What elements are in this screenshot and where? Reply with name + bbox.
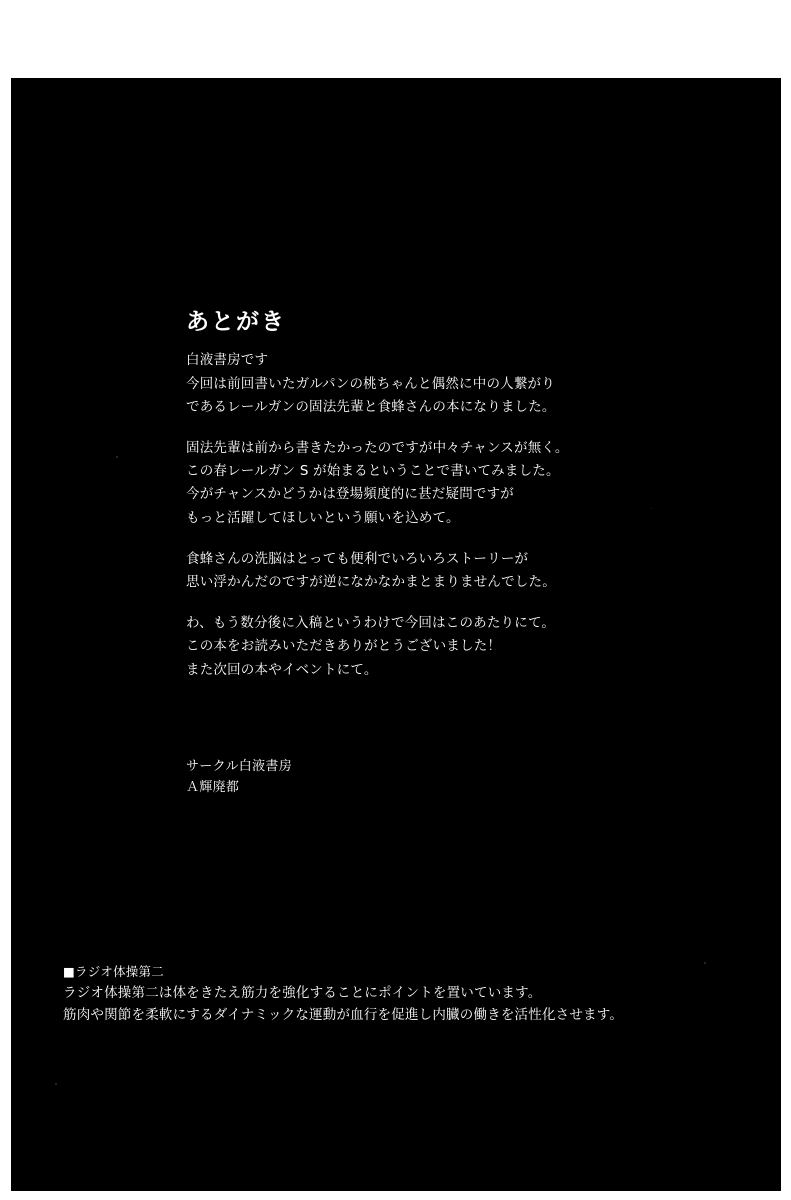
dust-speck bbox=[116, 456, 118, 458]
afterword-title: あとがき bbox=[186, 309, 286, 335]
circle-name: サークル白液書房 bbox=[186, 759, 293, 774]
footnote-block bbox=[63, 962, 763, 1027]
afterword-paragraph: 固法先輩は前から書きたかったのですが中々チャンスが無く。 この春レールガン S が始まるということで書いてみました。 今がチャンスかどうかは登場頻度的に甚だ疑問ですが もっと活躍してほしいという願いを込めて。 bbox=[186, 439, 569, 526]
author-name: Ａ輝廃都 bbox=[186, 780, 240, 796]
afterword-section bbox=[186, 310, 706, 682]
afterword-paragraph: わ、もう数分後に入稿というわけで今回はこのあたりにて。 この本をお読みいただきありがとうございました！ また次回の本やイベントにて。 bbox=[186, 615, 556, 678]
footnote-line: ラジオ体操第二は体をきたえ筋力を強化することにポイントを置いています。 bbox=[63, 985, 542, 1002]
black-content-panel bbox=[11, 78, 781, 1191]
afterword-paragraph: 白液書房です 今回は前回書いたガルパンの桃ちゃんと偶然に中の人繋がり であるレールガンの固法先輩と食蜂さんの本になりました。 bbox=[186, 352, 556, 415]
footnote-heading: ■ラジオ体操第二 bbox=[63, 964, 164, 979]
signature-block bbox=[186, 756, 292, 799]
dust-speck bbox=[55, 1083, 57, 1085]
afterword-paragraph: 食蜂さんの洗脳はとっても便利でいろいろストーリーが 思い浮かんだのですが逆になかなかまとまりませんでした。 bbox=[186, 550, 556, 591]
footnote-line: 筋肉や関節を柔軟にするダイナミックな運動が血行を促進し内臓の働きを活性化させます。 bbox=[63, 1007, 624, 1024]
